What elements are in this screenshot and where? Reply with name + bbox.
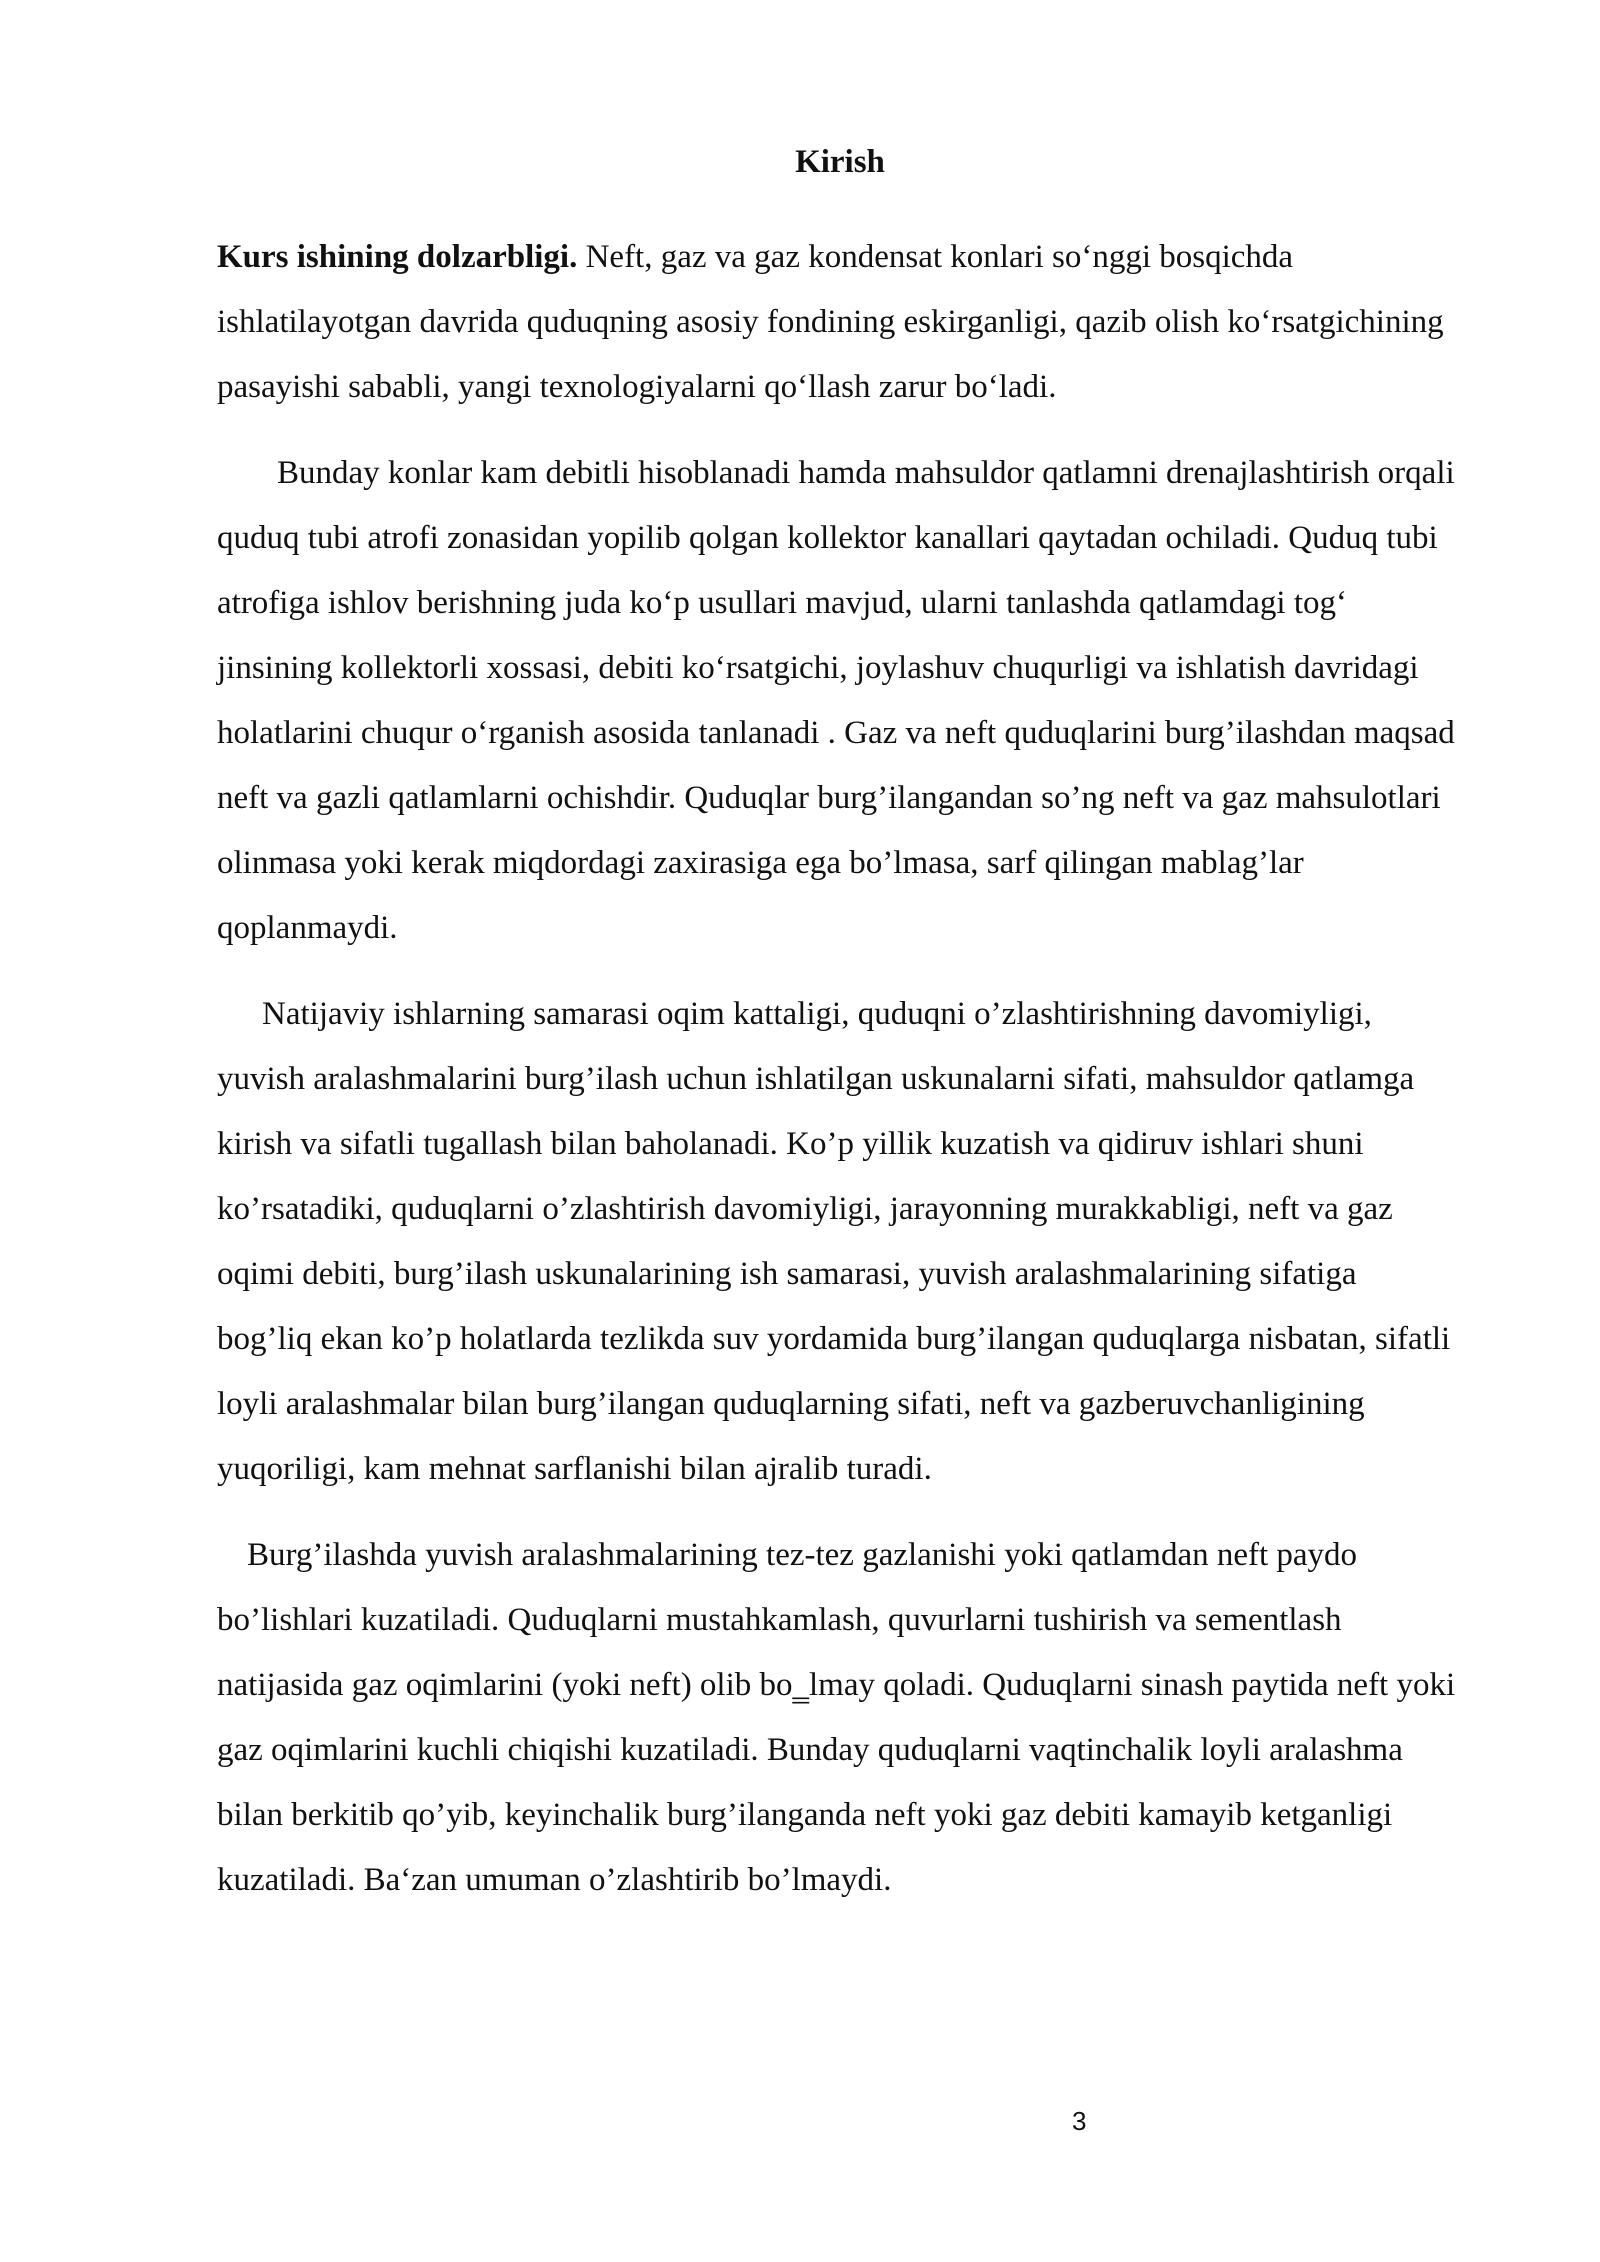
paragraph-text: Burg’ilashda yuvish aralashmalarining tez-tez gazlanishi yoki qatlamdan neft paydo bo’lishlari kuzatiladi. Quduqlarni mustahkamlash, quvurlarni tushirish va sementlash natijasida gaz oqimlarini (yoki neft) olib bo‗lmay qoladi. Quduqlarni sinash paytida neft yoki gaz oqimlarini kuchli chiqishi kuzatiladi. Bunday quduqlarni vaqtinchalik loyli aralashma bilan berkitib qo’yib, keyinchalik burg’ilanganda neft yoki gaz debiti kamayib ketganligi kuzatiladi. Ba‘zan umuman o’zlashtirib bo’lmaydi. xyxy=(217,1537,1456,1898)
section-title: Kirish xyxy=(795,144,885,180)
paragraph-lead: Kurs ishining dolzarbligi. xyxy=(217,239,578,275)
paragraph xyxy=(217,1523,1457,1913)
paragraph-text: Bunday konlar kam debitli hisoblanadi hamda mahsuldor qatlamni drenajlashtirish orqali quduq tubi atrofi zonasidan yopilib qolgan kollektor kanallari qaytadan ochiladi. Quduq tubi atrofiga ishlov berishning juda ko‘p usullari mavjud, ularni tanlashda qatlamdagi tog‘ jinsining kollektorli xossasi, debiti ko‘rsatgichi, joylashuv chuqurligi va ishlatish davridagi holatlarini chuqur o‘rganish asosida tanlanadi . Gaz va neft quduqlarini burg’ilashdan maqsad neft va gazli qatlamlarni ochishdir. Quduqlar burg’ilangandan so’ng neft va gaz mahsulotlari olinmasa yoki kerak miqdordagi zaxirasiga ega bo’lmasa, sarf qilingan mablag’lar qoplanmaydi. xyxy=(217,455,1455,946)
paragraph-text: Natijaviy ishlarning samarasi oqim kattaligi, quduqni o’zlashtirishning davomiyligi, yuvish aralashmalarini burg’ilash uchun ishlatilgan uskunalarni sifati, mahsuldor qatlamga kirish va sifatli tugallash bilan baholanadi. Ko’p yillik kuzatish va qidiruv ishlari shuni ko’rsatadiki, quduqlarni o’zlashtirish davomiyligi, jarayonning murakkabligi, neft va gaz oqimi debiti, burg’ilash uskunalarining ish samarasi, yuvish aralashmalarining sifatiga bog’liq ekan ko’p holatlarda tezlikda suv yordamida burg’ilangan quduqlarga nisbatan, sifatli loyli aralashmalar bilan burg’ilangan quduqlarning sifati, neft va gazberuvchanligining yuqoriligi, kam mehnat sarflanishi bilan ajralib turadi. xyxy=(217,996,1451,1487)
body-text xyxy=(217,225,1457,1934)
paragraph-relevance xyxy=(217,225,1457,420)
paragraph-text: Neft, gaz va gaz kondensat konlari so‘nggi bosqichda ishlatilayotgan davrida quduqning asosiy fondining eskirganligi, qazib olish ko‘rsatgichining pasayishi sababli, yangi texnologiyalarni qo‘llash zarur bo‘ladi. xyxy=(217,239,1444,405)
page-number: 3 xyxy=(1072,2106,1087,2136)
paragraph xyxy=(217,441,1457,961)
paragraph xyxy=(217,982,1457,1502)
